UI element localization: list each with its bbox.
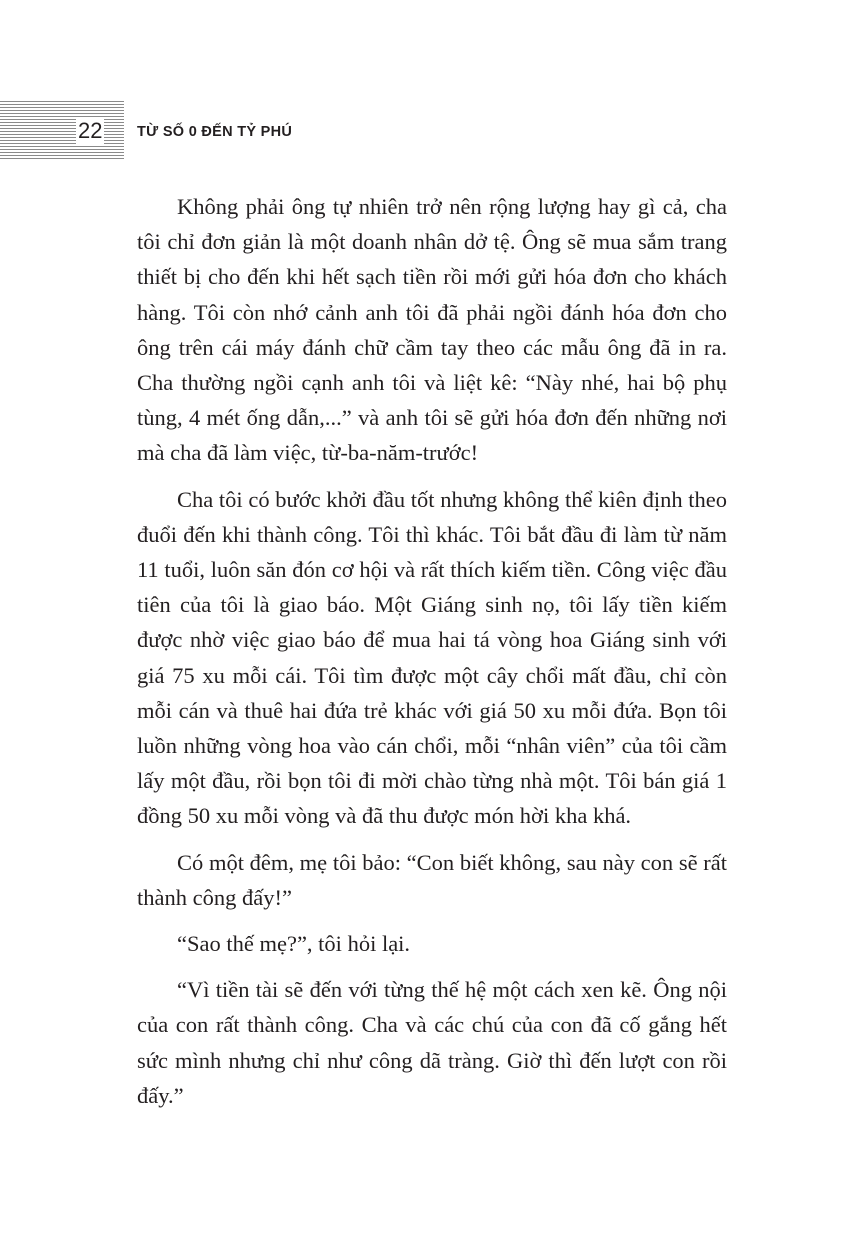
paragraph: “Vì tiền tài sẽ đến với từng thế hệ một cách xen kẽ. Ông nội của con rất thành công. Cha và các chú của con đã cố gắng hết sức mình nhưng chỉ như công dã tràng. Giờ thì đến lượt con rồi đấy.”: [137, 977, 727, 1108]
page-number: 22: [78, 118, 103, 143]
running-title: TỪ SỐ 0 ĐẾN TỶ PHÚ: [137, 124, 293, 140]
header-stripe-decoration: [0, 101, 124, 159]
paragraph: “Sao thế mẹ?”, tôi hỏi lại.: [177, 931, 411, 957]
paragraph: Có một đêm, mẹ tôi bảo: “Con biết không, sau này con sẽ rất thành công đấy!”: [137, 849, 727, 910]
paragraph: Không phải ông tự nhiên trở nên rộng lượng hay gì cả, cha tôi chỉ đơn giản là một doanh nhân dở tệ. Ông sẽ mua sắm trang thiết bị cho đến khi hết sạch tiền rồi mới gửi hóa đơn cho khách hàng. Tôi còn nhớ cảnh anh tôi đã phải ngồi đánh hóa đơn cho ông trên cái máy đánh chữ cầm tay theo các mẫu ông đã in ra. Cha thường ngồi cạnh anh tôi và liệt kê: “Này nhé, hai bộ phụ tùng, 4 mét ống dẫn,...” và anh tôi sẽ gửi hóa đơn đến những nơi mà cha đã làm việc, từ-ba-năm-trước!: [137, 194, 727, 466]
paragraph: Cha tôi có bước khởi đầu tốt nhưng không thể kiên định theo đuổi đến khi thành công. Tôi thì khác. Tôi bắt đầu đi làm từ năm 11 tuổi, luôn săn đón cơ hội và rất thích kiếm tiền. Công việc đầu tiên của tôi là giao báo. Một Giáng sinh nọ, tôi lấy tiền kiếm được nhờ việc giao báo để mua hai tá vòng hoa Giáng sinh với giá 75 xu mỗi cái. Tôi tìm được một cây chổi mất đầu, chỉ còn mỗi cán và thuê hai đứa trẻ khác với giá 50 xu mỗi đứa. Bọn tôi luồn những vòng hoa vào cán chổi, mỗi “nhân viên” của tôi cầm lấy một đầu, rồi bọn tôi đi mời chào từng nhà một. Tôi bán giá 1 đồng 50 xu mỗi vòng và đã thu được món hời kha khá.: [137, 486, 727, 829]
body-text: [137, 189, 727, 1124]
